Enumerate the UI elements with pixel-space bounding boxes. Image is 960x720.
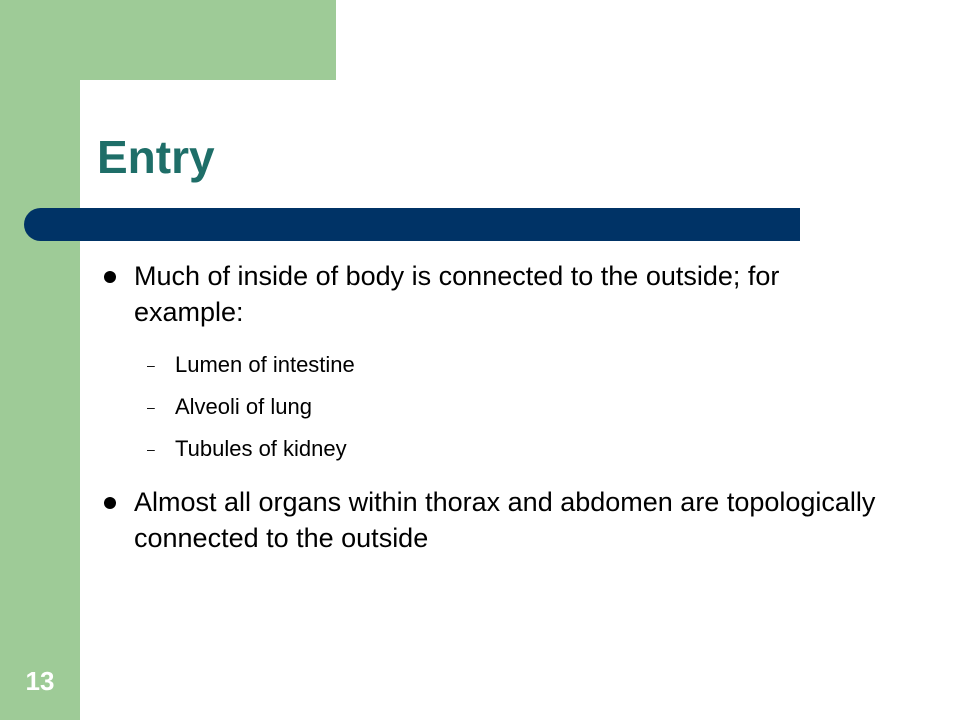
bullet-list (100, 258, 880, 572)
sub-bullet-text: Alveoli of lung (175, 394, 312, 419)
sub-bullet-item (100, 436, 880, 462)
bullet-text: Much of inside of body is connected to the outside; for example: (134, 261, 780, 327)
slide-number: 13 (25, 666, 55, 696)
bullet-item (100, 258, 880, 330)
dash-icon: – (147, 399, 155, 415)
bullet-dot-icon (104, 271, 116, 283)
dash-icon: – (147, 357, 155, 373)
sub-bullet-item (100, 352, 880, 378)
sub-bullet-text: Tubules of kidney (175, 436, 347, 461)
slide-title: Entry (97, 131, 215, 183)
bullet-item (100, 484, 880, 556)
bullet-dot-icon (104, 497, 116, 509)
sub-bullet-text: Lumen of intestine (175, 352, 355, 377)
top-accent-block (0, 0, 336, 80)
dash-icon: – (147, 441, 155, 457)
title-underline-bar (24, 208, 800, 241)
left-accent-strip (0, 0, 80, 720)
sub-bullet-item (100, 394, 880, 420)
bullet-text: Almost all organs within thorax and abdomen are topologically connected to the outside (134, 487, 876, 553)
